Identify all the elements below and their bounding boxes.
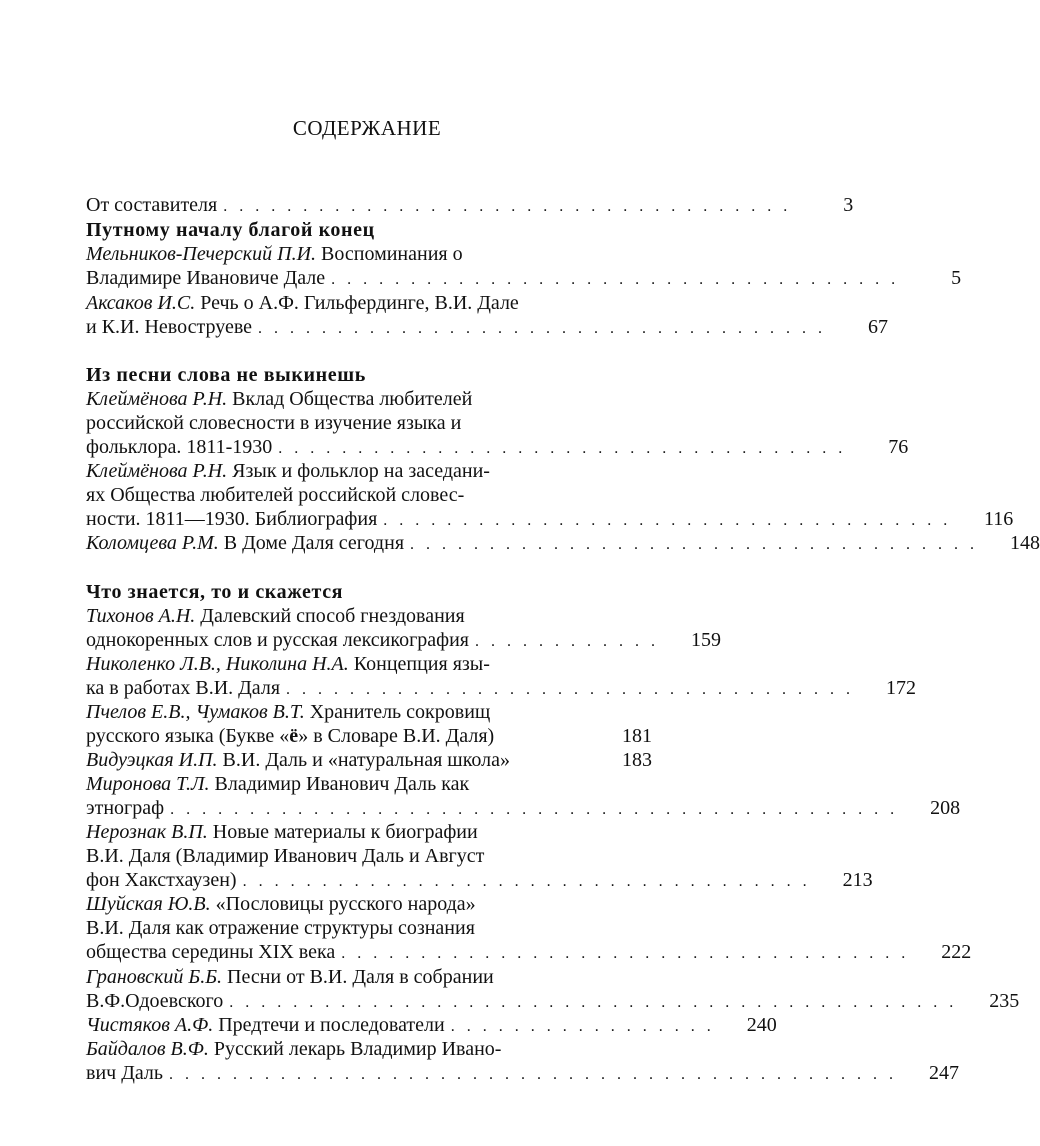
entry-author: Коломцева Р.М. xyxy=(86,532,219,554)
toc-entry-continuation xyxy=(86,507,1014,531)
toc-entry[interactable] xyxy=(86,700,652,724)
entry-author: Мельников-Печерский П.И. xyxy=(86,243,317,265)
toc-entry[interactable] xyxy=(86,387,652,411)
toc-entry-continuation xyxy=(86,916,652,940)
entry-title: фон Хакстхаузен) xyxy=(86,869,237,891)
section-heading: Из песни слова не выкинешь xyxy=(86,364,366,386)
page-number: 181 xyxy=(622,725,652,747)
toc-entry[interactable] xyxy=(86,820,652,844)
page-number: 172 xyxy=(886,677,917,699)
toc-entry-continuation xyxy=(86,435,909,459)
entry-title: ка в работах В.И. Даля xyxy=(86,677,281,699)
leader-dots: . . . . . . . . . . . . . . . . . . . . . . . . . . . . . . . . . . . . xyxy=(341,945,910,962)
entry-title: В.И. Даль и «натуральная школа» xyxy=(222,749,510,771)
leader-dots: . . . . . . . . . . . . . . . . . . . . . . . . . . . . . . . . . . . . . . . . . . . . . . xyxy=(229,994,958,1011)
toc-entry[interactable] xyxy=(86,965,652,989)
toc-entry-continuation xyxy=(86,989,1020,1013)
toc-entry[interactable] xyxy=(86,1013,777,1037)
entry-author: Нерознак В.П. xyxy=(86,821,208,843)
leader-dots: . . . . . . . . . . . . . . . . . . . . . . . . . . . . . . . . . . . . xyxy=(242,873,811,890)
leader-dots: . . . . . . . . . . . . . . . . . xyxy=(450,1018,715,1035)
leader-dots: . . . . . . . . . . . . . . . . . . . . . . . . . . . . . . . . . . . . . . . . . . . . . . xyxy=(170,801,899,818)
entry-title: Владимире Ивановиче Дале xyxy=(86,267,326,289)
entry-title: Хранитель сокровищ xyxy=(309,701,491,723)
page-number: 222 xyxy=(941,941,972,963)
entry-title: Новые материалы к биографии xyxy=(212,821,478,843)
entry-title: Владимир Иванович Даль как xyxy=(214,773,470,795)
entry-author: Пчелов Е.В., Чумаков В.Т. xyxy=(86,701,305,723)
entry-title: и К.И. Невоструеве xyxy=(86,316,253,338)
page-number: 67 xyxy=(868,316,889,338)
page-number: 159 xyxy=(691,629,722,651)
toc-entry[interactable] xyxy=(86,291,652,315)
toc-entry[interactable] xyxy=(86,892,652,916)
leader-dots: . . . . . . . . . . . . . . . . . . . . . . . . . . . . . . . . . . . . xyxy=(331,271,900,288)
entry-title: Предтечи и последователи xyxy=(218,1014,445,1036)
toc-entry[interactable] xyxy=(86,748,652,772)
toc-entry-continuation xyxy=(86,724,652,748)
entry-title: В.И. Даля как отражение структуры сознания xyxy=(86,917,475,939)
leader-dots: . . . . . . . . . . . . xyxy=(475,633,660,650)
toc-entry-continuation xyxy=(86,1061,960,1085)
entry-title: Речь о А.Ф. Гильфердинге, В.И. Дале xyxy=(200,292,519,314)
entry-title: Песни от В.И. Даля в собрании xyxy=(227,966,494,988)
toc-entry-continuation xyxy=(86,411,652,435)
leader-dots: . . . . . . . . . . . . . . . . . . . . . . . . . . . . . . . . . . . . xyxy=(258,320,827,337)
entry-title: Воспоминания о xyxy=(321,243,463,265)
page-title: СОДЕРЖАНИЕ xyxy=(292,116,442,140)
leader-dots: . . . . . . . . . . . . . . . . . . . . . . . . . . . . . . . . . . . . . . . . . . . . . . xyxy=(169,1066,898,1083)
entry-title: фольклора. 1811-1930 xyxy=(86,436,273,458)
entry-title: «Пословицы русского народа» xyxy=(215,893,476,915)
entry-author: Грановский Б.Б. xyxy=(86,966,222,988)
toc-entry[interactable] xyxy=(86,604,652,628)
toc-entry-continuation xyxy=(86,628,722,652)
entry-title: этнограф xyxy=(86,797,165,819)
entry-author: Аксаков И.С. xyxy=(86,292,196,314)
toc-entry-continuation xyxy=(86,868,873,892)
table-of-contents xyxy=(86,0,1040,1146)
entry-author: Шуйская Ю.В. xyxy=(86,893,211,915)
entry-author: Николенко Л.В., Николина Н.А. xyxy=(86,653,349,675)
toc-entry[interactable] xyxy=(86,531,1040,555)
page-number: 183 xyxy=(622,749,652,771)
toc-entry-continuation xyxy=(86,315,889,339)
page-number: 213 xyxy=(842,869,873,891)
entry-title: российской словесности в изучение языка и xyxy=(86,412,462,434)
entry-author: Миронова Т.Л. xyxy=(86,773,210,795)
entry-title: ях Общества любителей российской словес- xyxy=(86,484,465,506)
toc-entry-continuation xyxy=(86,266,962,290)
entry-author: Клеймёнова Р.Н. xyxy=(86,388,228,410)
page-number: 148 xyxy=(1010,532,1040,554)
toc-entry[interactable] xyxy=(86,1037,652,1061)
entry-title: От составителя xyxy=(86,194,218,216)
page-number: 3 xyxy=(843,194,854,216)
toc-entry[interactable] xyxy=(86,242,652,266)
toc-entry-continuation xyxy=(86,796,961,820)
letter-yo: ё xyxy=(289,725,299,747)
leader-dots: . . . . . . . . . . . . . . . . . . . . . . . . . . . . . . . . . . . . xyxy=(383,512,952,529)
entry-title: русского языка (Букве « xyxy=(86,725,290,747)
entry-title: однокоренных слов и русская лексикография xyxy=(86,629,470,651)
page-number: 235 xyxy=(989,990,1020,1012)
page-number: 76 xyxy=(888,436,909,458)
entry-title: В Доме Даля сегодня xyxy=(223,532,405,554)
section-heading: Путному началу благой конец xyxy=(86,219,375,241)
entry-title: вич Даль xyxy=(86,1062,164,1084)
page-number: 208 xyxy=(930,797,961,819)
page-number: 247 xyxy=(929,1062,960,1084)
page-number: 5 xyxy=(951,267,962,289)
page-number: 240 xyxy=(746,1014,777,1036)
toc-entry-continuation xyxy=(86,844,652,868)
entry-title: В.Ф.Одоевского xyxy=(86,990,224,1012)
entry-author: Чистяков А.Ф. xyxy=(86,1014,214,1036)
entry-author: Байдалов В.Ф. xyxy=(86,1038,209,1060)
entry-title: Русский лекарь Владимир Ивано- xyxy=(213,1038,502,1060)
leader-dots: . . . . . . . . . . . . . . . . . . . . . . . . . . . . . . . . . . . . xyxy=(286,681,855,698)
entry-title: Вклад Общества любителей xyxy=(232,388,473,410)
page-number: 116 xyxy=(984,508,1014,530)
entry-author: Клеймёнова Р.Н. xyxy=(86,460,228,482)
entry-title: Далевский способ гнездования xyxy=(200,605,465,627)
toc-entry[interactable] xyxy=(86,459,652,483)
entry-title: » в Словаре В.И. Даля) xyxy=(298,725,495,747)
entry-author: Тихонов А.Н. xyxy=(86,605,196,627)
toc-entry[interactable] xyxy=(86,772,652,796)
toc-entry-continuation xyxy=(86,940,972,964)
leader-dots: . . . . . . . . . . . . . . . . . . . . . . . . . . . . . . . . . . . . xyxy=(223,198,792,215)
entry-author: Видуэцкая И.П. xyxy=(86,749,218,771)
leader-dots: . . . . . . . . . . . . . . . . . . . . . . . . . . . . . . . . . . . . xyxy=(410,536,979,553)
entry-title: В.И. Даля (Владимир Иванович Даль и Август xyxy=(86,845,485,867)
entry-title: Язык и фольклор на заседани- xyxy=(232,460,490,482)
leader-dots: . . . . . . . . . . . . . . . . . . . . . . . . . . . . . . . . . . . . xyxy=(278,440,847,457)
entry-title: ности. 1811—1930. Библиография xyxy=(86,508,378,530)
toc-entry[interactable] xyxy=(86,193,854,217)
entry-title: Концепция язы- xyxy=(353,653,490,675)
toc-entry-continuation xyxy=(86,483,652,507)
entry-title: общества середины XIX века xyxy=(86,941,336,963)
toc-entry[interactable] xyxy=(86,652,652,676)
toc-entry-continuation xyxy=(86,676,917,700)
section-heading: Что знается, то и скажется xyxy=(86,581,344,603)
